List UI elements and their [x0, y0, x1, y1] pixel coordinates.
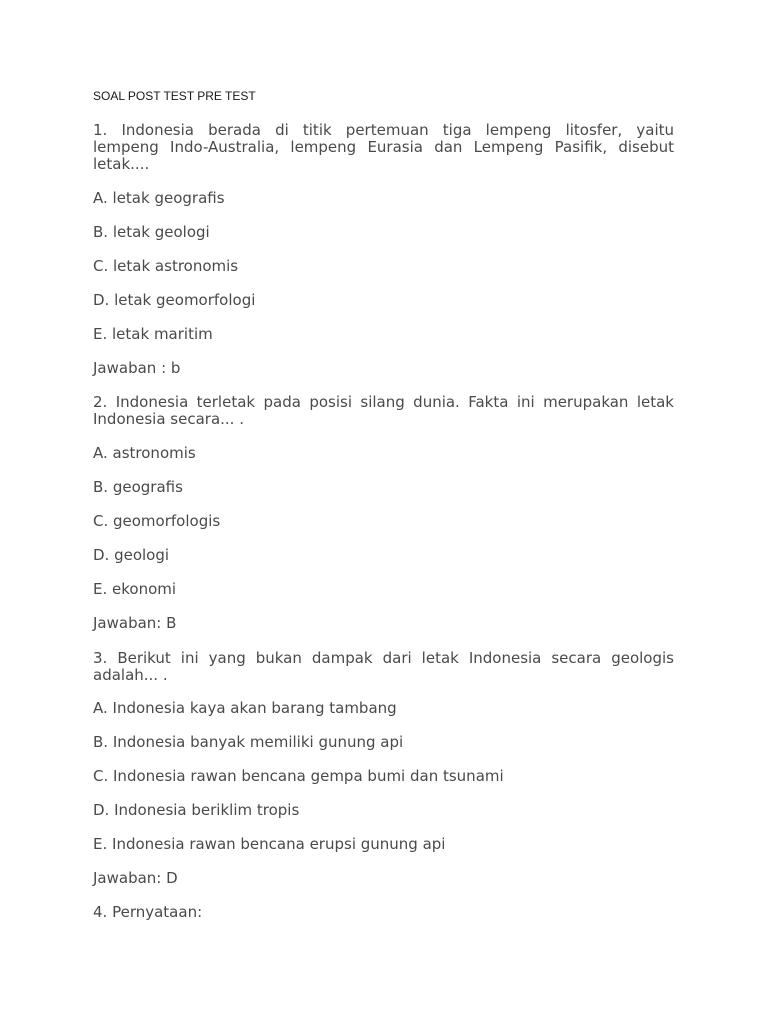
question-1-stem-line-2: lempeng Indo-Australia, lempeng Eurasia dan Lempeng Pasifik, disebut [93, 138, 674, 156]
question-1-option-b: B. letak geologi [93, 223, 210, 241]
question-1-option-d: D. letak geomorfologi [93, 291, 256, 309]
document-page [93, 0, 674, 1024]
document-title: SOAL POST TEST PRE TEST [93, 89, 256, 103]
question-3-option-a: A. Indonesia kaya akan barang tambang [93, 699, 397, 717]
question-2-option-a: A. astronomis [93, 444, 196, 462]
question-1-option-a: A. letak geografis [93, 189, 225, 207]
question-3-option-b: B. Indonesia banyak memiliki gunung api [93, 733, 404, 751]
question-1-stem-line-1: 1. Indonesia berada di titik pertemuan tiga lempeng litosfer, yaitu [93, 121, 674, 139]
question-2-option-b: B. geografis [93, 478, 183, 496]
question-3-option-e: E. Indonesia rawan bencana erupsi gunung api [93, 835, 446, 853]
question-2-answer: Jawaban: B [93, 614, 177, 632]
question-4-stem-line-1: 4. Pernyataan: [93, 903, 203, 921]
question-3-option-c: C. Indonesia rawan bencana gempa bumi dan tsunami [93, 767, 504, 785]
question-1-stem-line-3: letak.... [93, 155, 150, 173]
question-1-option-c: C. letak astronomis [93, 257, 239, 275]
question-2-option-d: D. geologi [93, 546, 170, 564]
question-3-answer: Jawaban: D [93, 869, 178, 887]
question-1-option-e: E. letak maritim [93, 325, 213, 343]
question-2-stem-line-2: Indonesia secara... . [93, 410, 244, 428]
question-3-stem-line-2: adalah... . [93, 666, 168, 684]
question-3-stem-line-1: 3. Berikut ini yang bukan dampak dari letak Indonesia secara geologis [93, 649, 674, 667]
question-2-option-e: E. ekonomi [93, 580, 177, 598]
question-2-stem-line-1: 2. Indonesia terletak pada posisi silang dunia. Fakta ini merupakan letak [93, 393, 674, 411]
question-3-option-d: D. Indonesia beriklim tropis [93, 801, 300, 819]
question-1-answer: Jawaban : b [93, 359, 181, 377]
question-2-option-c: C. geomorfologis [93, 512, 221, 530]
